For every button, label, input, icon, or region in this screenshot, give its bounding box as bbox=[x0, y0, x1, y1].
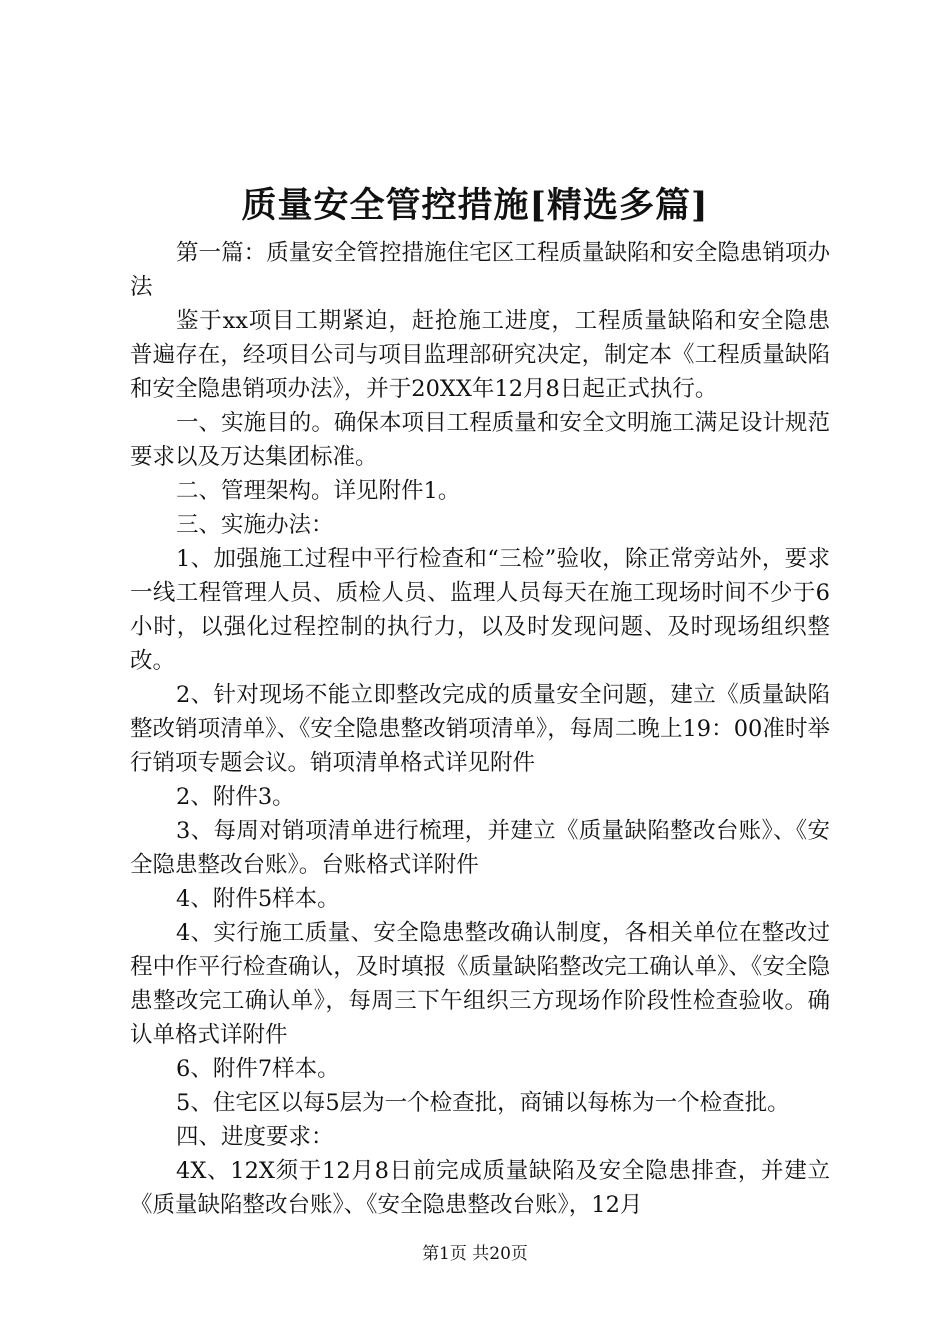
paragraph: 鉴于xx项目工期紧迫，赶抢施工进度，工程质量缺陷和安全隐患普遍存在，经项目公司与项目监理部研究决定，制定本《工程质量缺陷和安全隐患销项办法》，并于20XX年12月8日起正式执行。 bbox=[130, 308, 830, 402]
paragraph: 4X、12X须于12月8日前完成质量缺陷及安全隐患排查，并建立《质量缺陷整改台账》、《安全隐患整改台账》，12月 bbox=[130, 1158, 830, 1218]
paragraph: 四、进度要求： bbox=[176, 1124, 334, 1150]
paragraph: 三、实施办法： bbox=[176, 512, 334, 538]
paragraph: 2、针对现场不能立即整改完成的质量安全问题，建立《质量缺陷整改销项清单》、《安全隐患整改销项清单》，每周二晚上19：00准时举行销项专题会议。销项清单格式详见附件 bbox=[130, 682, 830, 776]
paragraph: 一、实施目的。确保本项目工程质量和安全文明施工满足设计规范要求以及万达集团标准。 bbox=[130, 410, 830, 470]
paragraph: 3、每周对销项清单进行梳理，并建立《质量缺陷整改台账》、《安全隐患整改台账》。台账格式详附件 bbox=[130, 818, 830, 878]
paragraph: 2、附件3。 bbox=[176, 784, 295, 810]
document-body bbox=[130, 236, 830, 1222]
paragraph: 二、管理架构。详见附件1。 bbox=[176, 478, 461, 504]
paragraph: 6、附件7样本。 bbox=[176, 1056, 340, 1082]
paragraph: 4、附件5样本。 bbox=[176, 886, 340, 912]
page-indicator: 第1页 共20页 bbox=[422, 1244, 528, 1264]
paragraph: 1、加强施工过程中平行检查和“三检”验收，除正常旁站外，要求一线工程管理人员、质检人员、监理人员每天在施工现场时间不少于6小时，以强化过程控制的执行力，以及时发现问题、及时现场组织整改。 bbox=[130, 546, 830, 674]
paragraph: 第一篇：质量安全管控措施住宅区工程质量缺陷和安全隐患销项办法 bbox=[130, 240, 830, 300]
paragraph: 4、实行施工质量、安全隐患整改确认制度，各相关单位在整改过程中作平行检查确认，及时填报《质量缺陷整改完工确认单》、《安全隐患整改完工确认单》，每周三下午组织三方现场作阶段性检查验收。确认单格式详附件 bbox=[130, 920, 830, 1048]
document-title: 质量安全管控措施[精选多篇] bbox=[241, 185, 709, 226]
paragraph: 5、住宅区以每5层为一个检查批，商铺以每栋为一个检查批。 bbox=[176, 1090, 790, 1116]
